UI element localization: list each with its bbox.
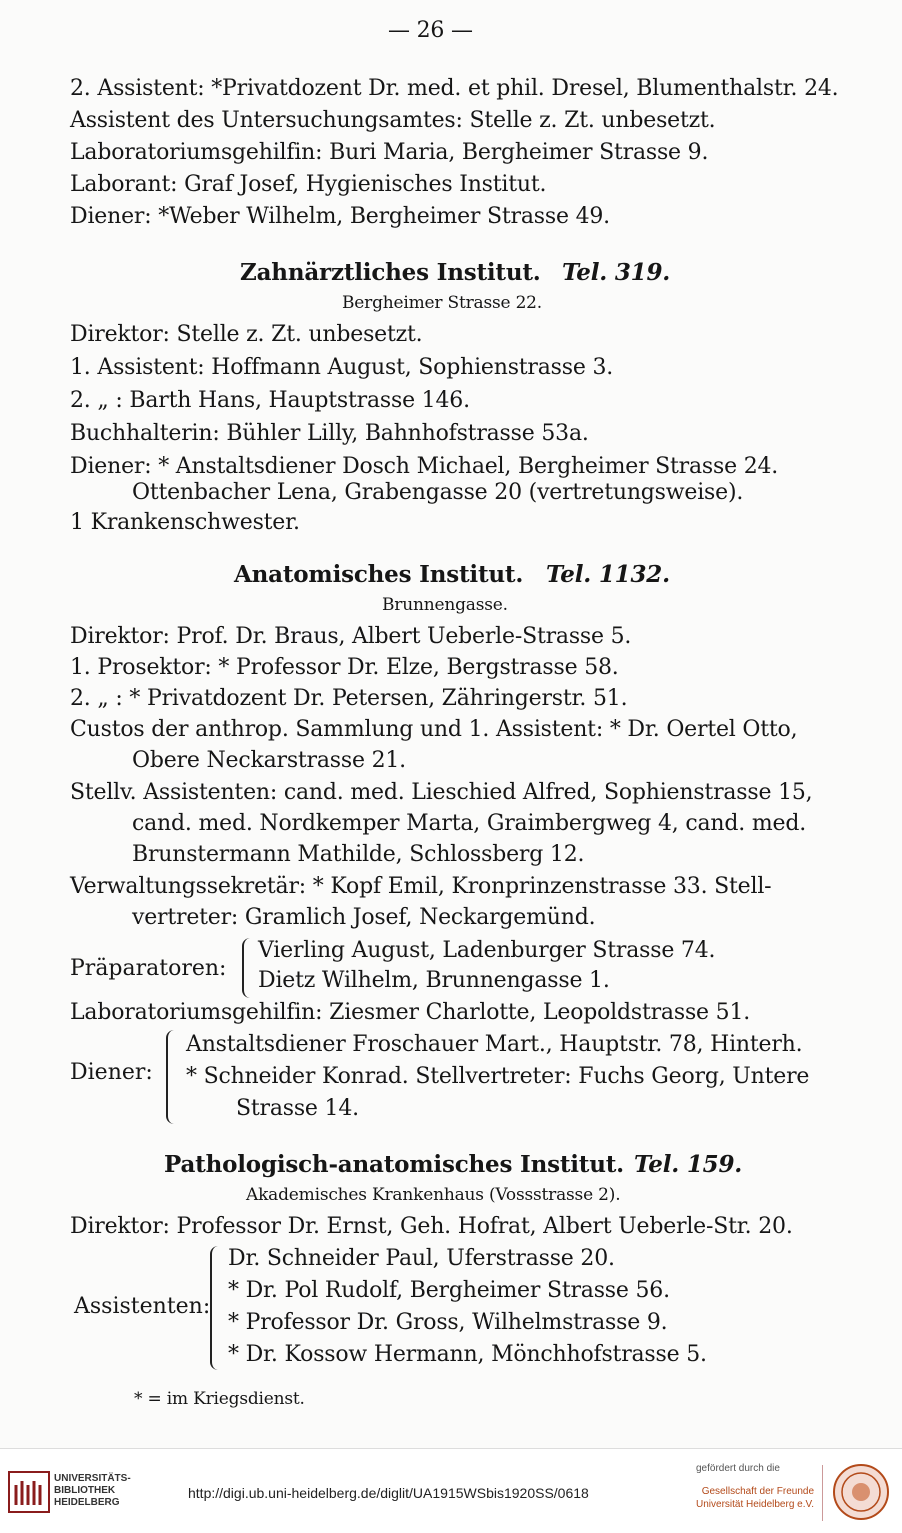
praeparatoren-label: Präparatoren: — [70, 956, 227, 981]
text-line: 1 Krankenschwester. — [70, 510, 300, 535]
text-line: 1. Assistent: Hoffmann August, Sophienstrasse 3. — [70, 355, 614, 380]
text-line: cand. med. Nordkemper Marta, Graimbergweg 4, cand. med. — [132, 811, 806, 836]
library-name-line: UNIVERSITÄTS- — [54, 1473, 131, 1484]
text-line: Custos der anthrop. Sammlung und 1. Assistent: * Dr. Oertel Otto, — [70, 717, 798, 742]
brace — [242, 938, 252, 998]
section-heading-path: Pathologisch-anatomisches Institut. — [164, 1151, 624, 1178]
text-line: Direktor: Professor Dr. Ernst, Geh. Hofrat, Albert Ueberle-Str. 20. — [70, 1214, 793, 1239]
brace — [166, 1030, 178, 1124]
text-line: 2. Assistent: *Privatdozent Dr. med. et phil. Dresel, Blumenthalstr. 24. — [70, 76, 839, 101]
section-heading-anat: Anatomisches Institut. — [234, 561, 524, 588]
section-address-zahn: Bergheimer Strasse 22. — [342, 293, 543, 313]
library-name-line: HEIDELBERG — [54, 1497, 120, 1508]
text-line: Obere Neckarstrasse 21. — [132, 748, 406, 773]
footnote: * = im Kriegsdienst. — [134, 1389, 305, 1409]
text-line: Direktor: Stelle z. Zt. unbesetzt. — [70, 322, 423, 347]
section-address-path: Akademisches Krankenhaus (Vossstrasse 2). — [246, 1185, 621, 1205]
university-seal-icon — [832, 1463, 890, 1521]
text-line: Brunstermann Mathilde, Schlossberg 12. — [132, 842, 585, 867]
library-name — [54, 1473, 131, 1509]
text-line: 2. „ : Barth Hans, Hauptstrasse 146. — [70, 388, 470, 413]
text-line: 1. Prosektor: * Professor Dr. Elze, Bergstrasse 58. — [70, 655, 619, 680]
viewer-footer — [0, 1448, 902, 1533]
text-line: Anstaltsdiener Froschauer Mart., Hauptstr. 78, Hinterh. — [186, 1032, 803, 1057]
divider — [822, 1465, 823, 1521]
text-line: Dr. Schneider Paul, Uferstrasse 20. — [228, 1246, 615, 1271]
text-line: Laboratoriumsgehilfin: Buri Maria, Bergheimer Strasse 9. — [70, 140, 709, 165]
text-line: Diener: * Anstaltsdiener Dosch Michael, Bergheimer Strasse 24. — [70, 454, 779, 479]
society-name-line: Gesellschaft der Freunde — [701, 1486, 814, 1497]
text-line: Dietz Wilhelm, Brunnengasse 1. — [258, 968, 610, 993]
text-line: Laborant: Graf Josef, Hygienisches Institut. — [70, 172, 547, 197]
society-name — [696, 1485, 814, 1511]
text-line: * Professor Dr. Gross, Wilhelmstrasse 9. — [228, 1310, 668, 1335]
section-tel-path: Tel. 159. — [634, 1151, 743, 1178]
library-logo-icon — [8, 1471, 50, 1513]
text-line: Assistent des Untersuchungsamtes: Stelle z. Zt. unbesetzt. — [70, 108, 716, 133]
brace — [210, 1246, 222, 1370]
text-line: * Schneider Konrad. Stellvertreter: Fuchs Georg, Untere — [186, 1064, 810, 1089]
text-line: Ottenbacher Lena, Grabengasse 20 (vertretungsweise). — [132, 480, 744, 505]
library-name-line: BIBLIOTHEK — [54, 1485, 116, 1496]
text-line: * Dr. Kossow Hermann, Mönchhofstrasse 5. — [228, 1342, 707, 1367]
text-line: Buchhalterin: Bühler Lilly, Bahnhofstrasse 53a. — [70, 421, 589, 446]
society-name-line: Universität Heidelberg e.V. — [696, 1499, 815, 1510]
diener-label: Diener: — [70, 1060, 153, 1085]
text-line: * Dr. Pol Rudolf, Bergheimer Strasse 56. — [228, 1278, 670, 1303]
text-line: Direktor: Prof. Dr. Braus, Albert Ueberle-Strasse 5. — [70, 624, 632, 649]
text-line: 2. „ : * Privatdozent Dr. Petersen, Zähringerstr. 51. — [70, 686, 628, 711]
section-address-anat: Brunnengasse. — [382, 595, 508, 615]
permalink-url[interactable]: http://digi.ub.uni-heidelberg.de/diglit/UA1915WSbis1920SS/0618 — [188, 1485, 589, 1501]
text-line: Verwaltungssekretär: * Kopf Emil, Kronprinzenstrasse 33. Stell- — [70, 874, 772, 899]
text-line: Vierling August, Ladenburger Strasse 74. — [258, 938, 716, 963]
assistenten-label: Assistenten: — [74, 1294, 211, 1319]
page-number: — 26 — — [388, 18, 473, 43]
funded-by-text: gefördert durch die — [696, 1463, 780, 1474]
section-heading-zahn: Zahnärztliches Institut. — [240, 259, 541, 286]
text-line: Strasse 14. — [236, 1096, 359, 1121]
section-tel-zahn: Tel. 319. — [562, 259, 671, 286]
section-tel-anat: Tel. 1132. — [546, 561, 670, 588]
text-line: Laboratoriumsgehilfin: Ziesmer Charlotte, Leopoldstrasse 51. — [70, 1000, 751, 1025]
text-line: vertreter: Gramlich Josef, Neckargemünd. — [132, 905, 596, 930]
text-line: Diener: *Weber Wilhelm, Bergheimer Strasse 49. — [70, 204, 610, 229]
text-line: Stellv. Assistenten: cand. med. Lieschied Alfred, Sophienstrasse 15, — [70, 780, 813, 805]
